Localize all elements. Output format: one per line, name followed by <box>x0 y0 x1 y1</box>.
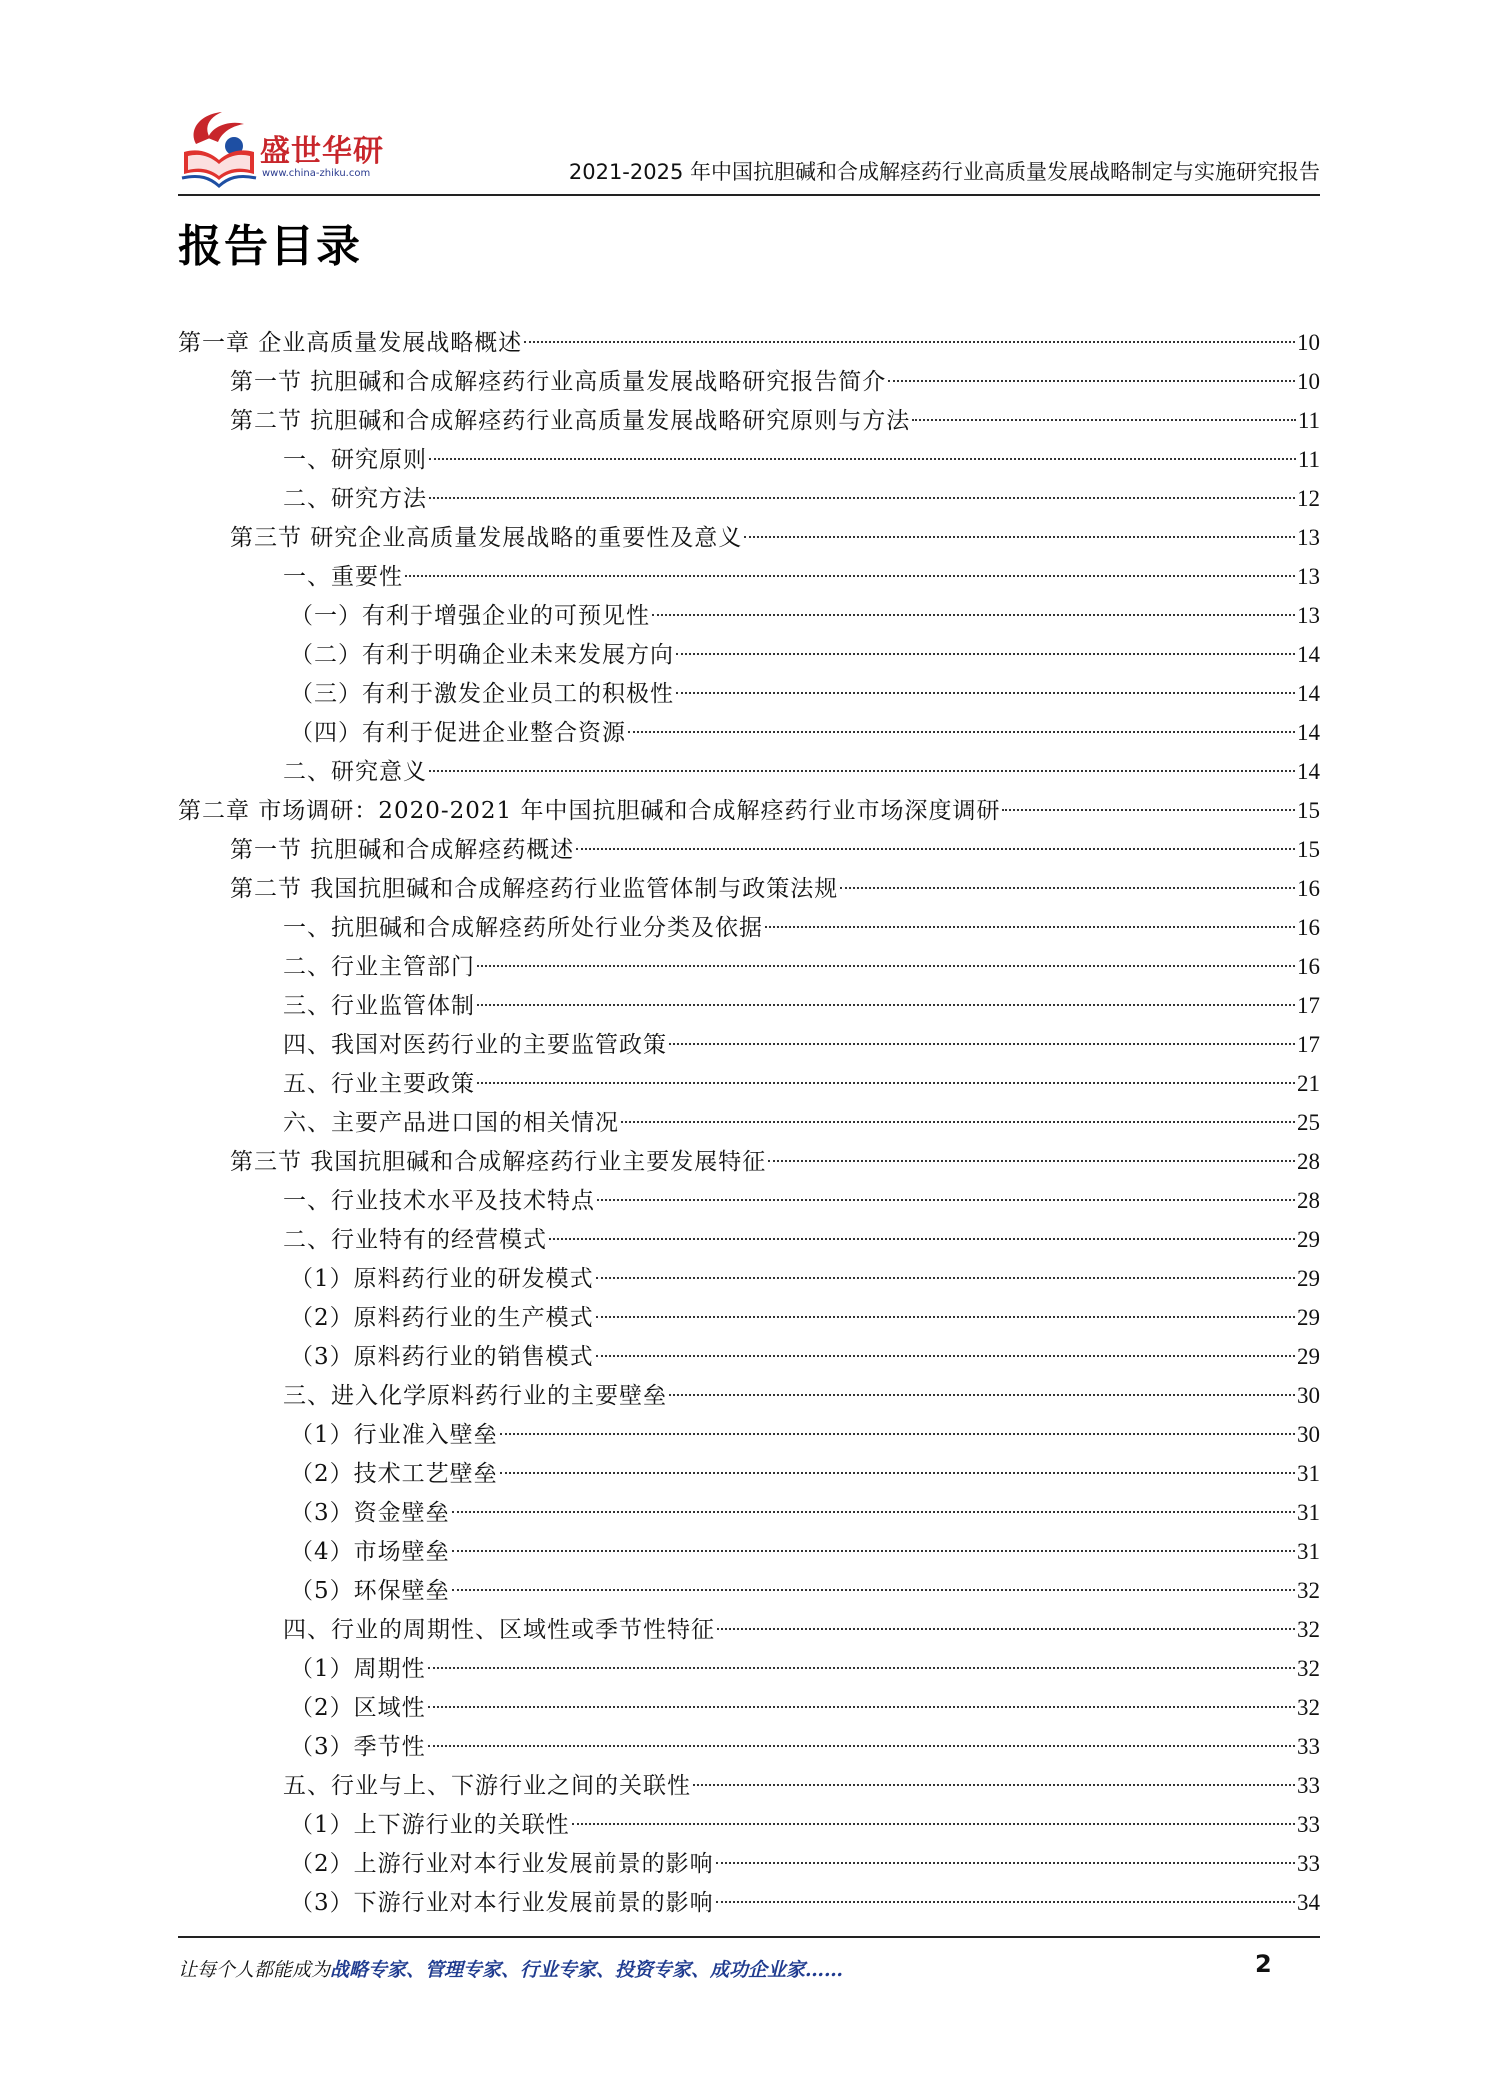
toc-entry-title: 一、重要性 <box>283 564 403 590</box>
toc-entry-title: 第一节 抗胆碱和合成解痉药行业高质量发展战略研究报告简介 <box>230 369 887 395</box>
toc-entry-title: 一、抗胆碱和合成解痉药所处行业分类及依据 <box>283 915 763 941</box>
toc-entry-title: 一、研究原则 <box>283 447 427 473</box>
toc-entry-page: 14 <box>1297 759 1320 784</box>
toc-entry-page: 28 <box>1297 1149 1320 1174</box>
toc-leader-dots <box>429 497 1295 499</box>
toc-entry-title: 第三节 我国抗胆碱和合成解痉药行业主要发展特征 <box>230 1149 767 1175</box>
toc-entry-page: 29 <box>1297 1227 1320 1252</box>
toc-entry[interactable] <box>178 1337 1320 1376</box>
toc-leader-dots <box>596 1355 1295 1357</box>
toc-entry[interactable] <box>178 674 1320 713</box>
toc-entry-title: 第二节 我国抗胆碱和合成解痉药行业监管体制与政策法规 <box>230 876 839 902</box>
header-divider <box>178 194 1320 196</box>
toc-entry-page: 32 <box>1297 1617 1320 1642</box>
toc-entry[interactable] <box>178 1883 1320 1922</box>
toc-entry[interactable] <box>178 635 1320 674</box>
toc-entry-title: （3）原料药行业的销售模式 <box>290 1344 594 1370</box>
toc-leader-dots <box>888 380 1295 382</box>
table-of-contents <box>178 323 1320 1922</box>
toc-entry-page: 14 <box>1297 642 1320 667</box>
page-header <box>178 108 1320 198</box>
toc-entry-title: 六、主要产品进口国的相关情况 <box>283 1110 619 1136</box>
toc-entry-page: 15 <box>1297 798 1320 823</box>
toc-entry[interactable] <box>178 596 1320 635</box>
toc-entry-page: 25 <box>1297 1110 1320 1135</box>
toc-leader-dots <box>429 770 1295 772</box>
toc-leader-dots <box>597 1199 1295 1201</box>
toc-entry-title: 四、行业的周期性、区域性或季节性特征 <box>283 1617 715 1643</box>
footer-slogan <box>178 1955 843 1982</box>
toc-entry-title: （一）有利于增强企业的可预见性 <box>290 603 650 629</box>
toc-entry-title: 二、研究意义 <box>283 759 427 785</box>
toc-entry-page: 31 <box>1297 1461 1320 1486</box>
toc-entry-title: （3）下游行业对本行业发展前景的影响 <box>290 1890 714 1916</box>
toc-entry-page: 33 <box>1297 1851 1320 1876</box>
toc-leader-dots <box>840 887 1295 889</box>
toc-leader-dots <box>621 1121 1295 1123</box>
toc-entry-title: （1）周期性 <box>290 1656 426 1682</box>
toc-entry[interactable] <box>178 323 1320 362</box>
toc-entry-title: 五、行业与上、下游行业之间的关联性 <box>283 1773 691 1799</box>
toc-leader-dots <box>477 965 1295 967</box>
toc-entry-title: （2）上游行业对本行业发展前景的影响 <box>290 1851 714 1877</box>
toc-leader-dots <box>768 1160 1295 1162</box>
toc-entry-page: 10 <box>1297 330 1320 355</box>
logo-url: www.china-zhiku.com <box>262 168 371 179</box>
toc-entry-page: 13 <box>1297 603 1320 628</box>
toc-leader-dots <box>912 419 1296 421</box>
toc-entry[interactable] <box>178 1844 1320 1883</box>
toc-entry-title: 一、行业技术水平及技术特点 <box>283 1188 595 1214</box>
toc-entry-title: 二、行业主管部门 <box>283 954 475 980</box>
toc-entry-page: 29 <box>1297 1305 1320 1330</box>
toc-entry-page: 17 <box>1297 1032 1320 1057</box>
toc-entry[interactable] <box>178 1493 1320 1532</box>
toc-entry-title: 三、进入化学原料药行业的主要壁垒 <box>283 1383 667 1409</box>
toc-entry-page: 13 <box>1297 525 1320 550</box>
toc-entry-page: 33 <box>1297 1734 1320 1759</box>
toc-leader-dots <box>500 1472 1295 1474</box>
toc-entry-page: 15 <box>1297 837 1320 862</box>
toc-leader-dots <box>765 926 1295 928</box>
toc-entry-title: （1）原料药行业的研发模式 <box>290 1266 594 1292</box>
toc-entry-title: 四、我国对医药行业的主要监管政策 <box>283 1032 667 1058</box>
toc-entry[interactable] <box>178 1298 1320 1337</box>
toc-entry[interactable] <box>178 518 1320 557</box>
toc-entry-page: 32 <box>1297 1578 1320 1603</box>
toc-entry[interactable] <box>178 713 1320 752</box>
toc-entry-page: 31 <box>1297 1539 1320 1564</box>
toc-leader-dots <box>1002 809 1295 811</box>
toc-entry-page: 28 <box>1297 1188 1320 1213</box>
toc-entry[interactable] <box>178 1220 1320 1259</box>
toc-entry[interactable] <box>178 1571 1320 1610</box>
toc-entry[interactable] <box>178 362 1320 401</box>
toc-entry-title: 第二章 市场调研：2020-2021 年中国抗胆碱和合成解痉药行业市场深度调研 <box>178 798 1001 824</box>
toc-leader-dots <box>549 1238 1295 1240</box>
toc-entry-page: 29 <box>1297 1266 1320 1291</box>
toc-entry-page: 30 <box>1297 1383 1320 1408</box>
toc-leader-dots <box>652 614 1295 616</box>
toc-leader-dots <box>596 1316 1295 1318</box>
footer-divider <box>178 1936 1320 1938</box>
toc-entry-title: 五、行业主要政策 <box>283 1071 475 1097</box>
toc-entry-title: （2）原料药行业的生产模式 <box>290 1305 594 1331</box>
toc-entry[interactable] <box>178 1688 1320 1727</box>
toc-entry[interactable] <box>178 1142 1320 1181</box>
toc-leader-dots <box>452 1550 1295 1552</box>
footer-prefix: 让每个人都能成为 <box>178 1959 331 1981</box>
toc-entry-page: 32 <box>1297 1656 1320 1681</box>
toc-entry-page: 14 <box>1297 681 1320 706</box>
company-logo <box>178 108 398 190</box>
toc-entry[interactable] <box>178 791 1320 830</box>
toc-entry-title: 二、研究方法 <box>283 486 427 512</box>
toc-entry-title: （2）区域性 <box>290 1695 426 1721</box>
toc-entry[interactable] <box>178 1727 1320 1766</box>
toc-entry-page: 11 <box>1297 408 1320 433</box>
toc-entry[interactable] <box>178 1454 1320 1493</box>
toc-entry-page: 30 <box>1297 1422 1320 1447</box>
toc-entry-page: 21 <box>1297 1071 1320 1096</box>
toc-entry-page: 31 <box>1297 1500 1320 1525</box>
toc-entry[interactable] <box>178 986 1320 1025</box>
toc-entry-title: 第二节 抗胆碱和合成解痉药行业高质量发展战略研究原则与方法 <box>230 408 911 434</box>
toc-entry[interactable] <box>178 440 1320 479</box>
toc-entry-title: （1）行业准入壁垒 <box>290 1422 498 1448</box>
toc-entry-title: （3）季节性 <box>290 1734 426 1760</box>
toc-entry[interactable] <box>178 908 1320 947</box>
toc-leader-dots <box>477 1004 1295 1006</box>
toc-leader-dots <box>500 1433 1295 1435</box>
toc-entry[interactable] <box>178 1064 1320 1103</box>
toc-entry-title: （2）技术工艺壁垒 <box>290 1461 498 1487</box>
toc-entry[interactable] <box>178 752 1320 791</box>
toc-leader-dots <box>676 692 1295 694</box>
logo-name: 盛世华研 <box>260 134 384 169</box>
toc-entry-page: 16 <box>1297 915 1320 940</box>
toc-entry-page: 34 <box>1297 1890 1320 1915</box>
toc-entry[interactable] <box>178 1103 1320 1142</box>
toc-leader-dots <box>716 1862 1295 1864</box>
toc-leader-dots <box>628 731 1295 733</box>
toc-entry-title: （3）资金壁垒 <box>290 1500 450 1526</box>
toc-leader-dots <box>693 1784 1295 1786</box>
toc-entry-page: 16 <box>1297 876 1320 901</box>
toc-entry[interactable] <box>178 401 1320 440</box>
toc-entry-page: 17 <box>1297 993 1320 1018</box>
toc-entry-title: （4）市场壁垒 <box>290 1539 450 1565</box>
toc-entry[interactable] <box>178 947 1320 986</box>
toc-leader-dots <box>717 1628 1295 1630</box>
toc-entry-title: 第一节 抗胆碱和合成解痉药概述 <box>230 837 575 863</box>
toc-leader-dots <box>716 1901 1295 1903</box>
toc-entry-title: 第一章 企业高质量发展战略概述 <box>178 330 523 356</box>
toc-entry[interactable] <box>178 1259 1320 1298</box>
toc-heading: 报告目录 <box>178 221 362 272</box>
toc-leader-dots <box>576 848 1295 850</box>
toc-leader-dots <box>429 458 1296 460</box>
page-number: 2 <box>1255 1950 1272 1978</box>
toc-entry-page: 16 <box>1297 954 1320 979</box>
book-swirl-logo-icon <box>178 108 260 188</box>
toc-entry[interactable] <box>178 1649 1320 1688</box>
toc-leader-dots <box>669 1043 1295 1045</box>
toc-leader-dots <box>405 575 1295 577</box>
toc-entry[interactable] <box>178 830 1320 869</box>
toc-entry-page: 32 <box>1297 1695 1320 1720</box>
toc-entry[interactable] <box>178 1025 1320 1064</box>
report-title: 2021-2025 年中国抗胆碱和合成解痉药行业高质量发展战略制定与实施研究报告 <box>568 160 1320 184</box>
toc-entry[interactable] <box>178 1181 1320 1220</box>
toc-entry-page: 11 <box>1297 447 1320 472</box>
toc-entry-page: 12 <box>1297 486 1320 511</box>
toc-leader-dots <box>596 1277 1295 1279</box>
toc-entry-title: （1）上下游行业的关联性 <box>290 1812 570 1838</box>
toc-entry-page: 10 <box>1297 369 1320 394</box>
toc-leader-dots <box>676 653 1295 655</box>
toc-entry-title: 第三节 研究企业高质量发展战略的重要性及意义 <box>230 525 743 551</box>
toc-entry-page: 33 <box>1297 1773 1320 1798</box>
toc-leader-dots <box>452 1589 1295 1591</box>
toc-entry-title: （四）有利于促进企业整合资源 <box>290 720 626 746</box>
toc-entry-title: 三、行业监管体制 <box>283 993 475 1019</box>
toc-leader-dots <box>428 1745 1295 1747</box>
toc-entry[interactable] <box>178 1766 1320 1805</box>
toc-entry[interactable] <box>178 1610 1320 1649</box>
toc-entry-title: 二、行业特有的经营模式 <box>283 1227 547 1253</box>
toc-entry[interactable] <box>178 1376 1320 1415</box>
toc-entry[interactable] <box>178 1532 1320 1571</box>
toc-entry-page: 33 <box>1297 1812 1320 1837</box>
toc-entry-title: （5）环保壁垒 <box>290 1578 450 1604</box>
toc-entry[interactable] <box>178 479 1320 518</box>
toc-entry-page: 14 <box>1297 720 1320 745</box>
toc-leader-dots <box>524 341 1295 343</box>
toc-leader-dots <box>744 536 1295 538</box>
toc-leader-dots <box>669 1394 1295 1396</box>
toc-entry[interactable] <box>178 1805 1320 1844</box>
toc-entry[interactable] <box>178 1415 1320 1454</box>
toc-entry-title: （二）有利于明确企业未来发展方向 <box>290 642 674 668</box>
toc-leader-dots <box>572 1823 1295 1825</box>
toc-leader-dots <box>428 1667 1295 1669</box>
toc-entry-title: （三）有利于激发企业员工的积极性 <box>290 681 674 707</box>
toc-leader-dots <box>428 1706 1295 1708</box>
toc-entry[interactable] <box>178 869 1320 908</box>
toc-leader-dots <box>477 1082 1295 1084</box>
footer-emphasis: 战略专家、管理专家、行业专家、投资专家、成功企业家…… <box>330 1959 844 1981</box>
toc-entry-page: 29 <box>1297 1344 1320 1369</box>
toc-entry[interactable] <box>178 557 1320 596</box>
toc-entry-page: 13 <box>1297 564 1320 589</box>
toc-leader-dots <box>452 1511 1295 1513</box>
